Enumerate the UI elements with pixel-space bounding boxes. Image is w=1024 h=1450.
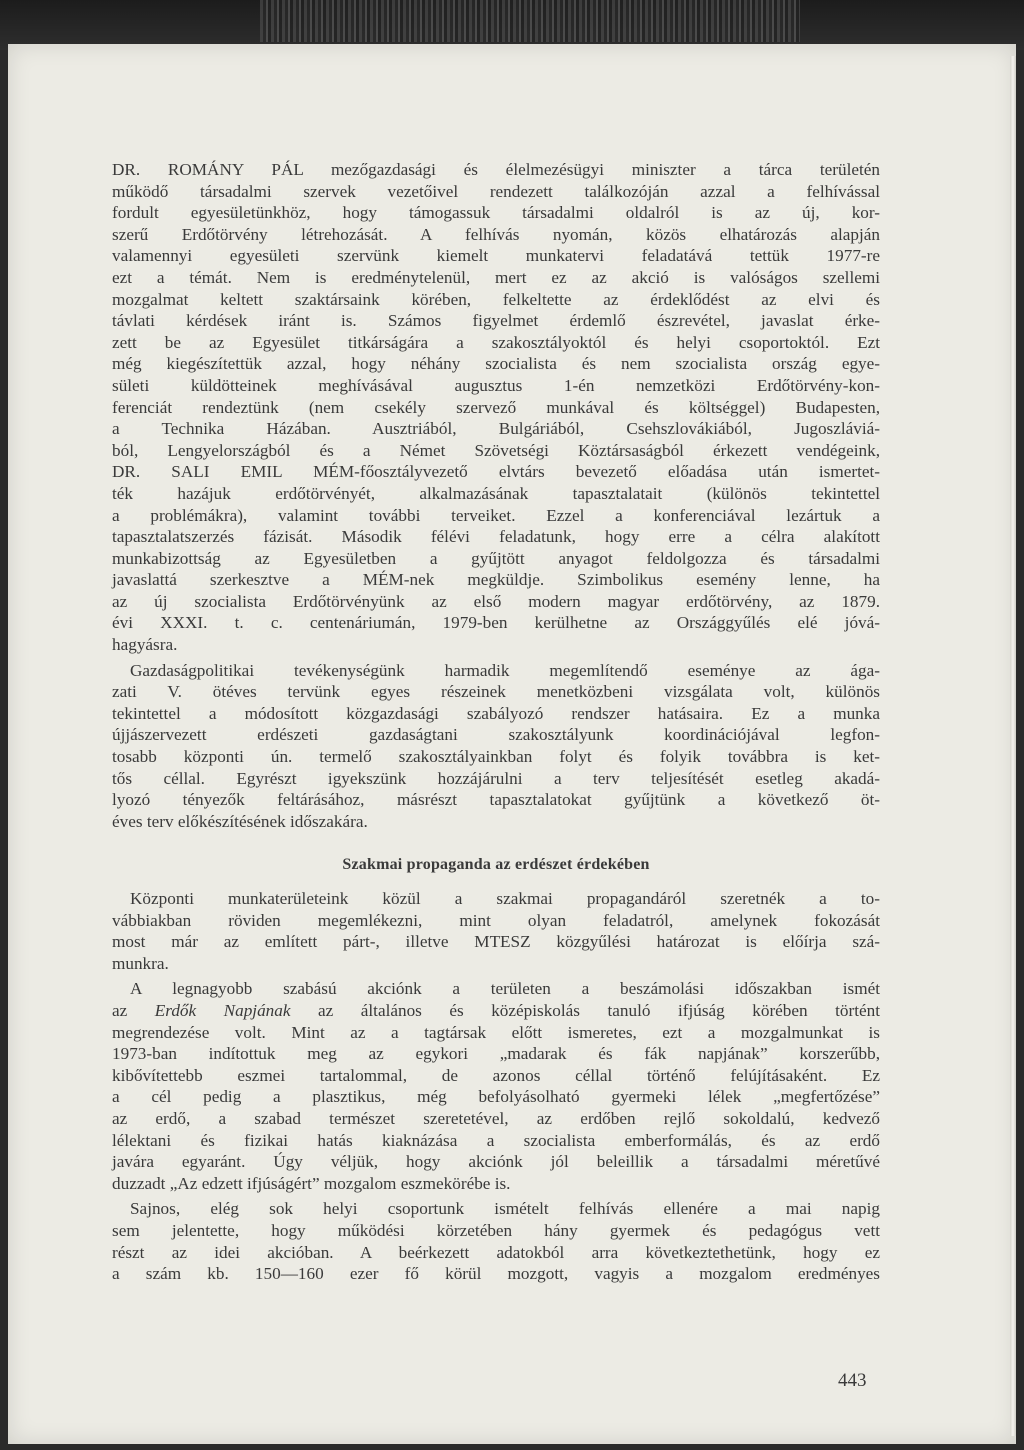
page-number: 443 [838, 1370, 867, 1391]
text-line: tős céllal. Egyrészt igyekszünk hozzájárulni a terv teljesítését esetleg akadá- [112, 768, 880, 788]
text-line: hagyásra. [112, 635, 178, 655]
text-line: a szám kb. 150—160 ezer fő körül mozgott, vagyis a mozgalom eredményes [112, 1264, 880, 1284]
text-line: lyozó tényezők feltárásához, másrészt tapasztalatokat gyűjtünk a következő öt- [112, 790, 880, 810]
text-line: munkabizottság az Egyesületben a gyűjtött anyagot feldolgozza és társadalmi [112, 548, 880, 568]
paragraph-1 [112, 159, 880, 656]
text-line: fordult egyesületünkhöz, hogy támogassuk társadalmi oldalról is az új, kor- [112, 203, 880, 223]
text-line: Gazdaságpolitikai tevékenységünk harmadik megemlítendő eseménye az ága- [130, 660, 880, 680]
text-line: az erdő, a szabad természet szeretetével, az erdőben rejlő sokoldalú, kedvező [112, 1108, 880, 1128]
text-line: az Erdők Napjának az általános és középiskolás tanuló ifjúság körében történt [112, 1000, 881, 1020]
paragraph-4 [112, 978, 880, 1194]
text-line: a Technika Házában. Ausztriából, Bulgáriából, Csehszlovákiából, Jugoszláviá- [112, 419, 880, 439]
text-line: működő társadalmi szervek vezetőivel rendezett találkozóján azzal a felhívással [112, 181, 880, 201]
text-line: javaslattá szerkesztve a MÉM-nek megküldje. Szimbolikus esemény lenne, ha [112, 570, 880, 590]
text-line: szerű Erdőtörvény létrehozását. A felhívás nyomán, közös elhatározás alapján [112, 224, 880, 244]
text-line: távlati kérdések iránt is. Számos figyelmet érdemlő észrevétel, javaslat érke- [112, 311, 880, 331]
text-line: mozgalmat keltett szaktársaink körében, felkeltette az érdeklődést az elvi és [112, 289, 880, 309]
paragraph-2 [112, 660, 880, 833]
text-line: valamennyi egyesületi szervünk kiemelt munkatervi feladatává tettük 1977-re [112, 246, 880, 266]
text-line: ferenciát rendeztünk (nem csekély szervező munkával és költséggel) Budapesten, [112, 397, 880, 417]
text-line: tapasztalatszerzés fázisát. Második félévi feladatunk, hogy erre a célra alakított [112, 527, 880, 547]
text-line: 1973-ban indítottuk meg az egykori „madarak és fák napjának” korszerűbb, [112, 1044, 880, 1064]
paragraph-5 [112, 1198, 880, 1284]
text-line: sületi küldötteinek meghívásával augusztus 1-én nemzetközi Erdőtörvény-kon- [112, 375, 880, 395]
text-line: az új szocialista Erdőtörvényünk az első modern magyar erdőtörvény, az 1879. [112, 591, 880, 611]
text-line: megrendezése volt. Mint az a tagtársak előtt ismeretes, ezt a mozgalmunkat is [112, 1022, 880, 1042]
section-heading: Szakmai propaganda az erdészet érdekében [342, 856, 650, 874]
page-text [112, 159, 880, 1285]
text-line: A legnagyobb szabású akciónk a területen a beszámolási időszakban ismét [130, 979, 880, 999]
text-line: Sajnos, elég sok helyi csoportunk ismételt felhívás ellenére a mai napig [130, 1199, 880, 1219]
text-line: zett be az Egyesület titkárságára a szakosztályoktól és helyi csoportoktól. Ezt [112, 332, 880, 352]
text-line: duzzadt „Az edzett ifjúságért” mozgalom eszmekörébe is. [112, 1173, 511, 1193]
text-line: éves terv előkészítésének időszakára. [112, 811, 368, 831]
paragraph-3 [112, 888, 880, 974]
text-line: kibővítettebb eszmei tartalommal, de azonos céllal történő felújításaként. Ez [112, 1065, 880, 1085]
text-line: DR. SALI EMIL MÉM-főosztályvezető elvtárs bevezető előadása után ismertet- [112, 462, 880, 482]
text-line: Központi munkaterületeink közül a szakmai propagandáról szeretnék a to- [130, 889, 880, 908]
text-line: javára egyaránt. Úgy véljük, hogy akciónk jól beleillik a társadalmi méretűvé [112, 1152, 880, 1172]
page-edge [1010, 56, 1016, 1436]
text-line: évi XXXI. t. c. centenáriumán, 1979-ben kerülhetne az Országgyűlés elé jóvá- [112, 613, 880, 633]
text-line: részt az idei akcióban. A beérkezett adatokból arra következtethetünk, hogy ez [112, 1242, 880, 1262]
text-line: tosabb központi ún. termelő szakosztályainkban folyt és folyik továbbra is ket- [112, 747, 880, 767]
text-line: tekintettel a módosított közgazdasági szabályozó rendszer hatásaira. Ez a munka [112, 703, 880, 723]
text-line: ból, Lengyelországból és a Német Szövetségi Köztársaságból érkezett vendégeink, [112, 440, 880, 460]
text-line: ték hazájuk erdőtörvényét, alkalmazásának tapasztalatait (különös tekintettel [112, 483, 880, 503]
text-line: most már az említett párt-, illetve MTESZ közgyűlési határozat is előírja szá- [112, 932, 880, 952]
text-line: zati V. ötéves tervünk egyes részeinek menetközbeni vizsgálata volt, különös [112, 682, 880, 702]
text-line: még kiegészítettük azzal, hogy néhány szocialista és nem szocialista ország egye- [112, 354, 880, 374]
text-line: DR. ROMÁNY PÁL mezőgazdasági és élelmezésügyi miniszter a tárca területén [112, 160, 880, 179]
text-line: a cél pedig a plasztikus, még befolyásolható gyermeki lélek „megfertőzése” [112, 1087, 880, 1107]
text-line: a problémákra), valamint további terveiket. Ezzel a konferenciával lezártuk a [112, 505, 880, 525]
text-line: munkra. [112, 953, 169, 973]
text-line: újjászervezett erdészeti gazdaságtani szakosztályunk koordinációjával legfon- [112, 725, 880, 745]
text-line: lélektani és fizikai hatás kiaknázása a szocialista emberformálás, és az erdő [112, 1130, 880, 1150]
text-line: ezt a témát. Nem is eredménytelenül, mert ez az akció is valóságos szellemi [112, 267, 880, 287]
text-line: vábbiakban röviden megemlékezni, mint olyan feladatról, amelynek fokozását [112, 910, 880, 930]
text-line: sem jelentette, hogy működési körzetében hány gyermek és pedagógus vett [112, 1220, 880, 1240]
scan-artifact [260, 0, 800, 42]
